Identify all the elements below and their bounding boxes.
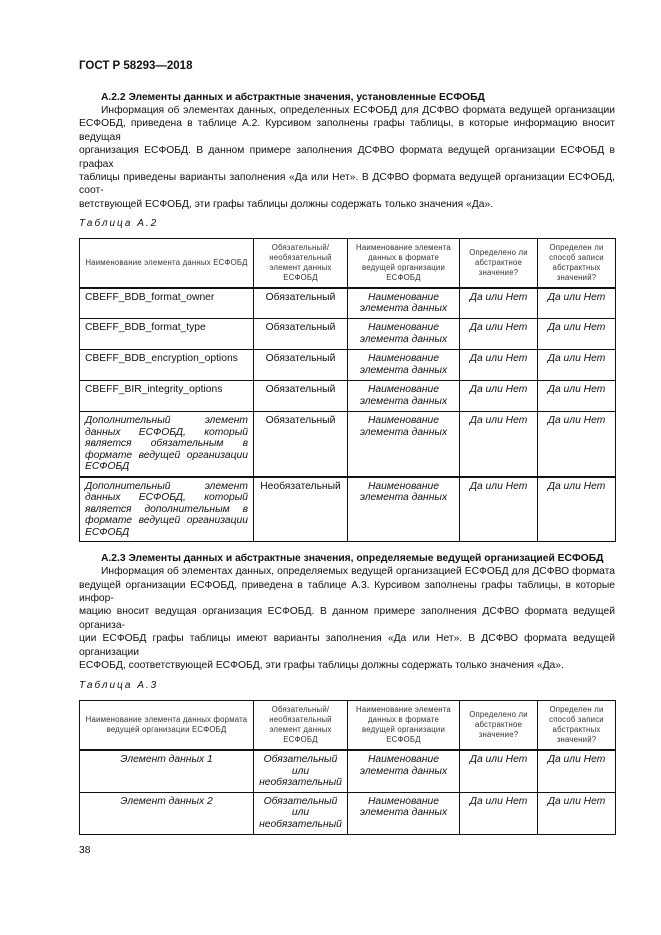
table-cell: Наименование элемента данных: [348, 412, 460, 477]
page-number: 38: [79, 845, 91, 856]
table-cell: Наименование элемента данных: [348, 319, 460, 350]
table-cell: Да или Нет: [460, 319, 538, 350]
table-a2: [79, 238, 616, 542]
paragraph-line: Информация об элементах данных, определяемых ведущей организацией ЕСФОБД для ДСФВО формата: [101, 566, 615, 578]
table-row: [80, 319, 616, 350]
table-cell: Да или Нет: [460, 750, 538, 792]
table-cell: Дополнительный элемент данных ЕСФОБД, который является обязательным в формате ведущей организации ЕСФОБД: [80, 412, 254, 477]
column-header: Наименование элемента данных в формате ведущей организации ЕСФОБД: [348, 700, 460, 750]
table-caption-a2: Таблица А.2: [79, 218, 159, 230]
table-cell: Обязательный: [254, 412, 348, 477]
document-header: ГОСТ Р 58293—2018: [79, 60, 193, 72]
table-cell: Да или Нет: [538, 792, 616, 834]
table-row: [80, 381, 616, 412]
paragraph-line: мацию вносит ведущая организация ЕСФОБД. В данном примере заполнения ДСФВО формата ведущей организа-: [79, 606, 615, 631]
table-cell: Обязательный: [254, 288, 348, 319]
table-cell: Да или Нет: [460, 477, 538, 542]
paragraph-a22: [79, 104, 615, 211]
table-row: [80, 477, 616, 542]
table-cell: Обязательный: [254, 350, 348, 381]
table-cell: Да или Нет: [538, 319, 616, 350]
table-cell: Да или Нет: [538, 750, 616, 792]
table-cell: Да или Нет: [460, 792, 538, 834]
table-cell: Наименование элемента данных: [348, 288, 460, 319]
table-cell: Элемент данных 1: [80, 750, 254, 792]
table-cell: CBEFF_BIR_integrity_options: [80, 381, 254, 412]
table-cell: Обязательный или необязательный: [254, 792, 348, 834]
paragraph-line: Информация об элементах данных, определенных ЕСФОБД для ДСФВО формата ведущей организации: [101, 105, 615, 116]
table-cell: Наименование элемента данных: [348, 477, 460, 542]
paragraph-line: ЕСФОБД, соответствующей ЕСФОБД, эти графы таблицы должны содержать только значения «Да».: [79, 660, 564, 672]
column-header: Определен ли способ записи абстрактных значений?: [538, 700, 616, 750]
paragraph-line: ведущей организации ЕСФОБД, приведена в таблице А.3. Курсивом заполнены графы таблицы, в которые инфор-: [79, 579, 615, 605]
column-header: Определено ли абстрактное значение?: [460, 239, 538, 288]
section-heading-a22: А.2.2 Элементы данных и абстрактные значения, установленные ЕСФОБД: [101, 92, 485, 103]
table-cell: CBEFF_BDB_format_owner: [80, 288, 254, 319]
paragraph-line: организация ЕСФОБД. В данном примере заполнения ДСФВО формата ведущей организации ЕСФОБД в графах: [79, 145, 615, 170]
table-cell: Наименование элемента данных: [348, 792, 460, 834]
paragraph-line: ветствующей ЕСФОБД, эти графы таблицы должны содержать только значения «Да».: [79, 198, 494, 210]
column-header: Наименование элемента данных ЕСФОБД: [80, 239, 254, 288]
table-row: [80, 350, 616, 381]
table-cell: Наименование элемента данных: [348, 750, 460, 792]
table-cell: Элемент данных 2: [80, 792, 254, 834]
table-cell: Обязательный: [254, 319, 348, 350]
table-cell: Да или Нет: [460, 412, 538, 477]
table-cell: Дополнительный элемент данных ЕСФОБД, который является дополнительным в формате ведущей организации ЕСФОБД: [80, 477, 254, 542]
column-header: Определено ли абстрактное значение?: [460, 700, 538, 750]
table-cell: Наименование элемента данных: [348, 381, 460, 412]
table-cell: Наименование элемента данных: [348, 350, 460, 381]
column-header: Наименование элемента данных формата ведущей организации ЕСФОБД: [80, 700, 254, 750]
table-cell: Необязательный: [254, 477, 348, 542]
table-cell: Да или Нет: [460, 288, 538, 319]
table-cell: Да или Нет: [538, 350, 616, 381]
table-cell: Да или Нет: [538, 288, 616, 319]
column-header: Определен ли способ записи абстрактных значений?: [538, 239, 616, 288]
column-header: Обязательный/ необязательный элемент данных ЕСФОБД: [254, 239, 348, 288]
table-row: [80, 792, 616, 834]
column-header: Обязательный/ необязательный элемент данных ЕСФОБД: [254, 700, 348, 750]
table-cell: Да или Нет: [538, 412, 616, 477]
table-cell: CBEFF_BDB_encryption_options: [80, 350, 254, 381]
paragraph-line: ции ЕСФОБД графы таблицы имеют варианты заполнения «Да или Нет». В ДСФВО формата ведущей организации: [79, 633, 615, 658]
table-row: [80, 412, 616, 477]
column-header: Наименование элемента данных в формате ведущей организации ЕСФОБД: [348, 239, 460, 288]
section-heading-a23: А.2.3 Элементы данных и абстрактные значения, определяемые ведущей организацией ЕСФОБД: [101, 553, 604, 565]
paragraph-line: таблицы приведены варианты заполнения «Да или Нет». В ДСФВО формата ведущей организации ЕСФОБД, соот-: [79, 172, 615, 197]
table-cell: Да или Нет: [538, 381, 616, 412]
paragraph-line: ЕСФОБД, приведена в таблице А.2. Курсивом заполнены графы таблицы, в которые информацию вносит ведущая: [79, 118, 615, 143]
paragraph-a23: [79, 565, 615, 672]
table-row: [80, 288, 616, 319]
page-content: [79, 0, 615, 835]
table-cell: CBEFF_BDB_format_type: [80, 319, 254, 350]
table-cell: Да или Нет: [538, 477, 616, 542]
table-caption-a3: Таблица А.3: [79, 679, 159, 691]
table-cell: Да или Нет: [460, 350, 538, 381]
table-cell: Обязательный или необязательный: [254, 750, 348, 792]
table-row: [80, 750, 616, 792]
table-cell: Обязательный: [254, 381, 348, 412]
table-cell: Да или Нет: [460, 381, 538, 412]
table-a3: [79, 700, 616, 835]
